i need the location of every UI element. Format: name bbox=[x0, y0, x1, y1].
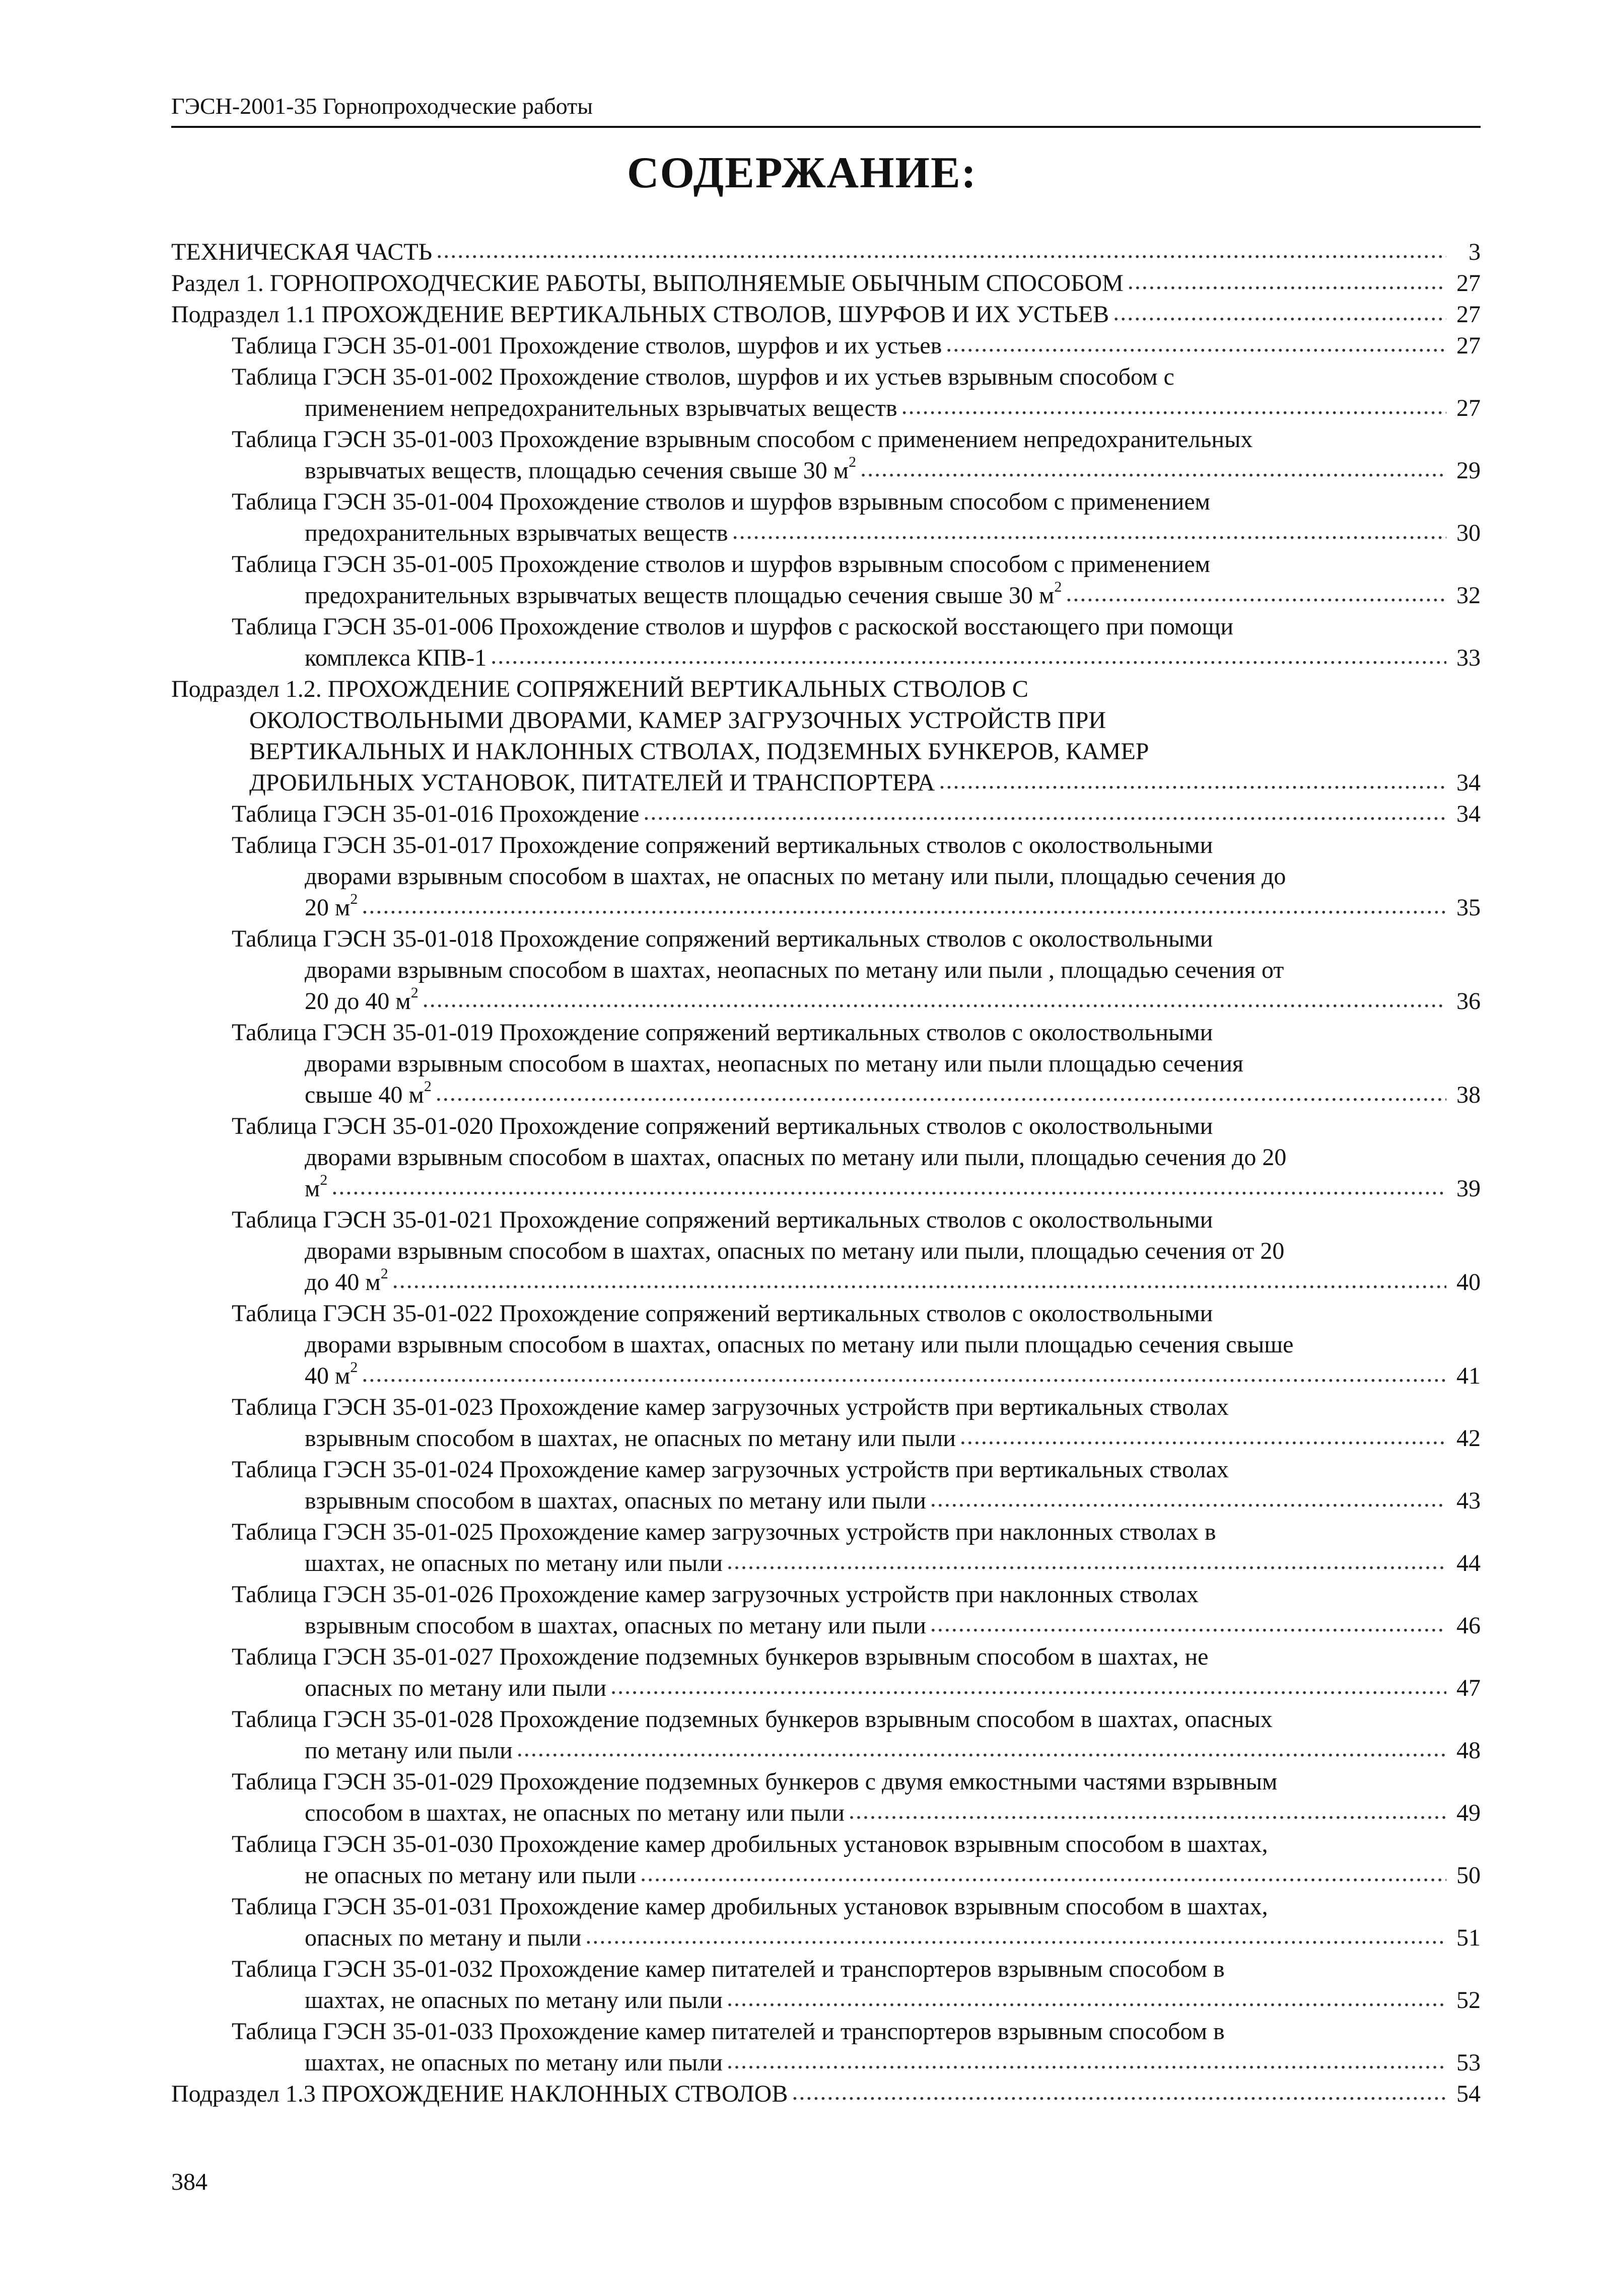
toc-entry[interactable] bbox=[171, 674, 1481, 799]
toc-entry[interactable] bbox=[171, 1392, 1481, 1454]
toc-page-number: 41 bbox=[1456, 1362, 1481, 1389]
toc-entry-text: способом в шахтах, не опасных по метану или пыли bbox=[305, 1800, 845, 1826]
toc-entry-line: Таблица ГЭСН 35-01-031 Прохождение камер дробильных установок взрывным способом в шахтах, bbox=[232, 1893, 1268, 1920]
toc-entry[interactable] bbox=[171, 1704, 1481, 1766]
toc-page-number: 49 bbox=[1456, 1800, 1481, 1826]
page-title: СОДЕРЖАНИЕ: bbox=[627, 149, 977, 197]
toc-entry-text: взрывным способом в шахтах, не опасных по метану или пыли bbox=[305, 1425, 956, 1452]
toc-entry-line: Таблица ГЭСН 35-01-024 Прохождение камер загрузочных устройств при вертикальных стволах bbox=[232, 1456, 1229, 1483]
toc-entry-text: опасных по метану и пыли bbox=[305, 1924, 582, 1951]
toc-entry-line: Таблица ГЭСН 35-01-018 Прохождение сопряжений вертикальных стволов с околоствольными bbox=[232, 925, 1213, 952]
toc-entry-line: Таблица ГЭСН 35-01-017 Прохождение сопряжений вертикальных стволов с околоствольными bbox=[232, 832, 1213, 858]
toc-entry-lastline bbox=[232, 1173, 1481, 1204]
toc-entry-text: ДРОБИЛЬНЫХ УСТАНОВОК, ПИТАТЕЛЕЙ И ТРАНСПОРТЕРА bbox=[249, 769, 935, 796]
toc-entry-lastline bbox=[232, 892, 1481, 923]
toc-entry[interactable] bbox=[171, 1766, 1481, 1829]
toc-entry-line: дворами взрывным способом в шахтах, опасных по метану или пыли, площадью сечения от 20 bbox=[305, 1238, 1285, 1264]
toc-entry[interactable] bbox=[171, 1017, 1481, 1111]
toc-entry-text: не опасных по метану или пыли bbox=[305, 1862, 637, 1889]
toc-entry-text: предохранительных взрывчатых веществ площадью сечения свыше 30 $м^2$ bbox=[305, 579, 1062, 609]
dot-leader bbox=[610, 1671, 1446, 1702]
dot-leader bbox=[423, 984, 1446, 1015]
toc-entry-lastline bbox=[171, 767, 1481, 799]
toc-entry-line: Таблица ГЭСН 35-01-027 Прохождение подземных бункеров взрывным способом в шахтах, не bbox=[232, 1643, 1209, 1670]
toc-page-number: 44 bbox=[1456, 1550, 1481, 1576]
toc-page-number: 43 bbox=[1456, 1487, 1481, 1514]
toc-entry-text: Таблица ГЭСН 35-01-001 Прохождение стволов, шурфов и их устьев bbox=[232, 332, 942, 359]
toc-entry-text: свыше 40 $м^2$ bbox=[305, 1078, 432, 1108]
toc-entry-text: 20 до 40 $м^2$ bbox=[305, 984, 419, 1015]
toc-entry-lastline bbox=[232, 1673, 1481, 1704]
toc-entry-text: шахтах, не опасных по метану или пыли bbox=[305, 1987, 723, 2014]
dot-leader bbox=[643, 797, 1446, 828]
toc-entry-line: ВЕРТИКАЛЬНЫХ И НАКЛОННЫХ СТВОЛАХ, ПОДЗЕМНЫХ БУНКЕРОВ, КАМЕР bbox=[249, 738, 1149, 765]
dot-leader bbox=[517, 1733, 1446, 1764]
toc-entry[interactable] bbox=[171, 1891, 1481, 1954]
toc-entry-text: Таблица ГЭСН 35-01-016 Прохождение bbox=[232, 801, 640, 827]
dot-leader bbox=[436, 1078, 1446, 1109]
toc-page-number: 29 bbox=[1456, 457, 1481, 484]
toc-entry-text: шахтах, не опасных по метану или пыли bbox=[305, 2049, 723, 2076]
toc-entry-text: взрывным способом в шахтах, опасных по метану или пыли bbox=[305, 1612, 926, 1639]
toc-entry[interactable] bbox=[171, 1579, 1481, 1641]
toc-page-number: 27 bbox=[1456, 301, 1481, 328]
toc-page-number: 51 bbox=[1456, 1924, 1481, 1951]
toc-entry-text: 40 $м^2$ bbox=[305, 1359, 358, 1389]
toc-entry[interactable] bbox=[171, 2016, 1481, 2078]
toc-entry[interactable] bbox=[171, 1454, 1481, 1517]
toc-entry[interactable] bbox=[171, 1829, 1481, 1891]
toc-entry-text: $м^2$ bbox=[305, 1172, 328, 1202]
toc-entry-text: применением непредохранительных взрывчатых веществ bbox=[305, 395, 897, 421]
toc-entry-line: дворами взрывным способом в шахтах, не опасных по метану или пыли, площадью сечения до bbox=[305, 863, 1286, 890]
toc-entry-text: ТЕХНИЧЕСКАЯ ЧАСТЬ bbox=[171, 239, 433, 265]
toc-entry-line: дворами взрывным способом в шахтах, неопасных по метану или пыли , площадью сечения от bbox=[305, 957, 1284, 983]
toc-entry[interactable] bbox=[171, 1641, 1481, 1704]
dot-leader bbox=[792, 2076, 1446, 2108]
toc-entry-line: Таблица ГЭСН 35-01-006 Прохождение стволов и шурфов с раскоской восстающего при помощи bbox=[232, 613, 1234, 640]
dot-leader bbox=[860, 453, 1446, 484]
toc-entry-line: Таблица ГЭСН 35-01-033 Прохождение камер питателей и транспортеров взрывным способом в bbox=[232, 2018, 1225, 2045]
toc-entry-lastline bbox=[232, 1423, 1481, 1454]
toc-page-number: 52 bbox=[1456, 1987, 1481, 2014]
toc-entry-lastline bbox=[171, 268, 1481, 299]
dot-leader bbox=[939, 765, 1446, 797]
toc-entry-line: дворами взрывным способом в шахтах, опасных по метану или пыли площадью сечения свыше bbox=[305, 1331, 1294, 1358]
toc-entry-line: Таблица ГЭСН 35-01-005 Прохождение стволов и шурфов взрывным способом с применением bbox=[232, 551, 1211, 578]
toc-entry-lastline bbox=[232, 1360, 1481, 1392]
toc-page-number: 30 bbox=[1456, 520, 1481, 546]
toc-entry[interactable] bbox=[171, 1517, 1481, 1579]
toc-entry-lastline bbox=[232, 393, 1481, 424]
toc-entry[interactable] bbox=[171, 1298, 1481, 1392]
toc-page-number: 40 bbox=[1456, 1269, 1481, 1296]
toc-entry-text: комплекса КПВ-1 bbox=[305, 644, 487, 671]
toc-entry[interactable] bbox=[171, 1204, 1481, 1298]
toc-entry-lastline bbox=[232, 2047, 1481, 2078]
toc-entry-text: 20 $м^2$ bbox=[305, 891, 358, 921]
dot-leader bbox=[1128, 266, 1446, 297]
toc-entry-line: Таблица ГЭСН 35-01-028 Прохождение подземных бункеров взрывным способом в шахтах, опасных bbox=[232, 1706, 1273, 1733]
toc-entry-lastline bbox=[232, 518, 1481, 549]
toc-entry-line: Таблица ГЭСН 35-01-022 Прохождение сопряжений вертикальных стволов с околоствольными bbox=[232, 1300, 1213, 1327]
toc-entry-text: Раздел 1. ГОРНОПРОХОДЧЕСКИЕ РАБОТЫ, ВЫПОЛНЯЕМЫЕ ОБЫЧНЫМ СПОСОБОМ bbox=[171, 270, 1124, 297]
toc-page-number: 3 bbox=[1469, 239, 1481, 265]
toc-entry-lastline bbox=[171, 237, 1481, 268]
toc-page-number: 54 bbox=[1456, 2080, 1481, 2107]
toc-entry-line: Таблица ГЭСН 35-01-026 Прохождение камер загрузочных устройств при наклонных стволах bbox=[232, 1581, 1199, 1608]
toc-entry-text: Подраздел 1.1 ПРОХОЖДЕНИЕ ВЕРТИКАЛЬНЫХ СТВОЛОВ, ШУРФОВ И ИХ УСТЬЕВ bbox=[171, 301, 1109, 328]
header-rule bbox=[171, 126, 1481, 128]
toc-entry-line: Таблица ГЭСН 35-01-023 Прохождение камер загрузочных устройств при вертикальных стволах bbox=[232, 1394, 1229, 1420]
toc-page-number: 48 bbox=[1456, 1737, 1481, 1764]
toc-entry-text: шахтах, не опасных по метану или пыли bbox=[305, 1550, 723, 1576]
toc-entry-lastline bbox=[232, 1080, 1481, 1111]
toc-entry[interactable] bbox=[171, 330, 1481, 362]
toc-entry-line: Таблица ГЭСН 35-01-003 Прохождение взрывным способом с применением непредохранительных bbox=[232, 426, 1253, 453]
dot-leader bbox=[960, 1421, 1446, 1452]
toc-entry[interactable] bbox=[171, 486, 1481, 549]
toc-page-number: 46 bbox=[1456, 1612, 1481, 1639]
dot-leader bbox=[585, 1920, 1446, 1952]
toc-entry-line: дворами взрывным способом в шахтах, неопасных по метану или пыли площадью сечения bbox=[305, 1050, 1243, 1077]
table-of-contents bbox=[171, 237, 1481, 2110]
toc-entry-lastline bbox=[232, 1485, 1481, 1517]
running-header: ГЭСН-2001-35 Горнопроходческие работы bbox=[171, 93, 593, 119]
toc-entry[interactable] bbox=[171, 299, 1481, 330]
toc-entry-lastline bbox=[232, 1922, 1481, 1954]
dot-leader bbox=[930, 1608, 1446, 1639]
dot-leader bbox=[1113, 297, 1446, 328]
dot-leader bbox=[436, 235, 1446, 266]
toc-entry-line: Подраздел 1.2. ПРОХОЖДЕНИЕ СОПРЯЖЕНИЙ ВЕРТИКАЛЬНЫХ СТВОЛОВ С bbox=[171, 676, 1028, 702]
dot-leader bbox=[930, 1483, 1446, 1515]
toc-page-number: 39 bbox=[1456, 1175, 1481, 1202]
toc-entry-line: Таблица ГЭСН 35-01-030 Прохождение камер дробильных установок взрывным способом в шахтах, bbox=[232, 1831, 1268, 1857]
dot-leader bbox=[849, 1796, 1446, 1827]
toc-page-number: 27 bbox=[1456, 332, 1481, 359]
toc-entry[interactable] bbox=[171, 923, 1481, 1017]
dot-leader bbox=[727, 1983, 1446, 2014]
toc-page-number: 50 bbox=[1456, 1862, 1481, 1889]
toc-entry-line: ОКОЛОСТВОЛЬНЫМИ ДВОРАМИ, КАМЕР ЗАГРУЗОЧНЫХ УСТРОЙСТВ ПРИ bbox=[249, 707, 1106, 734]
toc-entry-text: предохранительных взрывчатых веществ bbox=[305, 520, 728, 546]
dot-leader bbox=[362, 890, 1446, 921]
toc-entry[interactable] bbox=[171, 268, 1481, 299]
toc-entry-lastline bbox=[232, 1798, 1481, 1829]
toc-page-number: 33 bbox=[1456, 644, 1481, 671]
toc-entry[interactable] bbox=[171, 362, 1481, 424]
toc-page-number: 42 bbox=[1456, 1425, 1481, 1452]
toc-entry[interactable] bbox=[171, 799, 1481, 830]
toc-entry[interactable] bbox=[171, 611, 1481, 674]
toc-entry-lastline bbox=[232, 642, 1481, 674]
toc-entry-text: взрывным способом в шахтах, опасных по метану или пыли bbox=[305, 1487, 926, 1514]
toc-entry-lastline bbox=[232, 580, 1481, 611]
toc-entry-lastline bbox=[232, 1267, 1481, 1298]
toc-entry-line: Таблица ГЭСН 35-01-002 Прохождение стволов, шурфов и их устьев взрывным способом с bbox=[232, 364, 1174, 390]
dot-leader bbox=[331, 1171, 1446, 1202]
toc-page-number: 27 bbox=[1456, 395, 1481, 421]
toc-entry-line: Таблица ГЭСН 35-01-025 Прохождение камер загрузочных устройств при наклонных стволах в bbox=[232, 1519, 1216, 1545]
toc-page-number: 47 bbox=[1456, 1675, 1481, 1701]
toc-page-number: 53 bbox=[1456, 2049, 1481, 2076]
toc-entry-lastline bbox=[232, 1735, 1481, 1766]
toc-entry-lastline bbox=[232, 986, 1481, 1017]
toc-page-number: 38 bbox=[1456, 1082, 1481, 1108]
toc-page-number: 34 bbox=[1456, 769, 1481, 796]
page-number: 384 bbox=[171, 2169, 207, 2195]
toc-entry-text: до 40 $м^2$ bbox=[305, 1265, 388, 1296]
dot-leader bbox=[362, 1358, 1446, 1390]
toc-entry-line: Таблица ГЭСН 35-01-004 Прохождение стволов и шурфов взрывным способом с применением bbox=[232, 488, 1211, 515]
dot-leader bbox=[727, 2045, 1446, 2076]
dot-leader bbox=[901, 391, 1446, 422]
toc-entry-line: Таблица ГЭСН 35-01-020 Прохождение сопряжений вертикальных стволов с околоствольными bbox=[232, 1113, 1213, 1139]
toc-entry[interactable] bbox=[171, 1111, 1481, 1204]
toc-entry-text: взрывчатых веществ, площадью сечения свыше 30 $м^2$ bbox=[305, 454, 857, 484]
toc-entry-lastline bbox=[232, 1610, 1481, 1641]
toc-entry-text: по метану или пыли bbox=[305, 1737, 513, 1764]
toc-page-number: 27 bbox=[1456, 270, 1481, 297]
toc-entry-line: Таблица ГЭСН 35-01-032 Прохождение камер питателей и транспортеров взрывным способом в bbox=[232, 1956, 1225, 1982]
dot-leader bbox=[727, 1546, 1446, 1577]
toc-entry-lastline bbox=[171, 2078, 1481, 2110]
dot-leader bbox=[491, 640, 1446, 672]
toc-entry[interactable] bbox=[171, 2078, 1481, 2110]
dot-leader bbox=[946, 328, 1446, 360]
toc-entry-lastline bbox=[232, 455, 1481, 486]
dot-leader bbox=[1066, 578, 1446, 609]
toc-entry-line: Таблица ГЭСН 35-01-029 Прохождение подземных бункеров с двумя емкостными частями взрывным bbox=[232, 1768, 1278, 1795]
toc-entry[interactable] bbox=[171, 1954, 1481, 2016]
toc-entry[interactable] bbox=[171, 424, 1481, 486]
toc-entry-line: дворами взрывным способом в шахтах, опасных по метану или пыли, площадью сечения до 20 bbox=[305, 1144, 1287, 1171]
toc-page-number: 35 bbox=[1456, 894, 1481, 921]
toc-entry[interactable] bbox=[171, 830, 1481, 923]
toc-entry[interactable] bbox=[171, 237, 1481, 268]
toc-page-number: 32 bbox=[1456, 582, 1481, 609]
toc-entry-lastline bbox=[232, 330, 1481, 362]
toc-entry-text: опасных по метану или пыли bbox=[305, 1675, 607, 1701]
toc-entry-line: Таблица ГЭСН 35-01-019 Прохождение сопряжений вертикальных стволов с околоствольными bbox=[232, 1019, 1213, 1046]
toc-entry-lastline bbox=[232, 799, 1481, 830]
toc-entry-lastline bbox=[232, 1548, 1481, 1579]
toc-entry-lastline bbox=[232, 1985, 1481, 2016]
dot-leader bbox=[732, 516, 1446, 547]
toc-entry-text: Подраздел 1.3 ПРОХОЖДЕНИЕ НАКЛОННЫХ СТВОЛОВ bbox=[171, 2080, 788, 2107]
dot-leader bbox=[392, 1265, 1446, 1296]
toc-entry-lastline bbox=[171, 299, 1481, 330]
toc-entry-lastline bbox=[232, 1860, 1481, 1891]
toc-page-number: 34 bbox=[1456, 801, 1481, 827]
toc-page-number: 36 bbox=[1456, 988, 1481, 1015]
toc-entry[interactable] bbox=[171, 549, 1481, 611]
toc-entry-line: Таблица ГЭСН 35-01-021 Прохождение сопряжений вертикальных стволов с околоствольными bbox=[232, 1206, 1213, 1233]
dot-leader bbox=[640, 1858, 1446, 1889]
